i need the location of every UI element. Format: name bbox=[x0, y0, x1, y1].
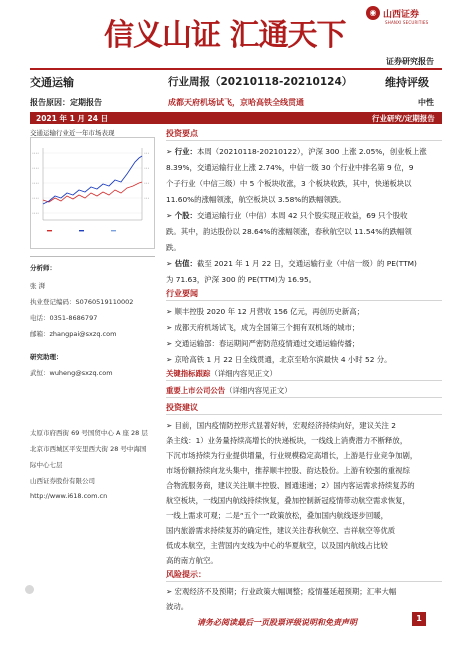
advice-line: 一线上需求可观；二是“五个一”政策放松，叠加国内航线逐步回暖， bbox=[166, 511, 388, 520]
advice-line: 低成本航空，主营国内支线为中心的华夏航空，以及国内航线占比较 bbox=[166, 541, 388, 550]
rating-label: 维持评级 bbox=[385, 76, 429, 89]
address-line: 际中心七层 bbox=[30, 461, 63, 469]
svg-text:••••: •••• bbox=[32, 166, 40, 170]
disclaimer: 请务必阅读最后一页股票评级说明和免责声明 bbox=[197, 618, 357, 627]
line-text: 交通运输行业（中信）本周 42 只个股实现正收益，69 只个股收 bbox=[196, 211, 408, 220]
core-view-line-8 bbox=[166, 258, 417, 269]
section-divider bbox=[166, 397, 442, 398]
key-indicators bbox=[166, 368, 277, 379]
advice-line: 市场份额持续向龙头集中，推荐顺丰控股、韵达股份。上游有较强的重视综 bbox=[166, 466, 410, 475]
chart-title: 交通运输行业近一年市场表现 bbox=[30, 129, 115, 137]
section-divider bbox=[166, 581, 442, 582]
analyst-phone: 电话：0351-8686797 bbox=[30, 314, 98, 322]
section-divider bbox=[166, 380, 442, 381]
company-logo bbox=[366, 6, 419, 20]
page-number: 1 bbox=[412, 612, 426, 626]
chart-svg bbox=[31, 138, 154, 248]
section-heading-advice: 投资建议 bbox=[166, 403, 198, 412]
report-type: 证券研究报告 bbox=[386, 57, 434, 66]
risk-line: 波动。 bbox=[166, 602, 189, 611]
shanxi-logo-icon: ◉ bbox=[366, 6, 380, 20]
section-heading-core-view: 投资要点 bbox=[166, 129, 198, 138]
label-valuation: ➢ 估值： bbox=[166, 259, 197, 268]
report-headline: 成都天府机场试飞，京哈高铁全线贯通 bbox=[168, 98, 304, 107]
indicators-note: （详细内容见正文） bbox=[210, 369, 277, 378]
svg-text:••••: •••• bbox=[32, 181, 40, 185]
address-line: 北京市西城区平安里西大街 28 号中海国 bbox=[30, 445, 147, 453]
advice-line: 航空板块，一线国内航线持续恢复，叠加控制新冠疫情带动航空需求恢复， bbox=[166, 496, 410, 505]
address-line: 太原市府西街 69 号国贸中心 A 座 28 层 bbox=[30, 429, 148, 437]
sidebar-divider bbox=[30, 256, 155, 257]
section-divider bbox=[166, 414, 442, 415]
announcements-note: （详细内容见正文） bbox=[225, 386, 292, 395]
assistant-email[interactable]: 武恒：wuheng@sxzq.com bbox=[30, 369, 113, 377]
logo-text-cn: 山西证券 bbox=[383, 9, 420, 20]
advice-line: 下沉市场持续为行业提供增量，行业规模稳定高增长，上游是行业竞争加剧， bbox=[166, 451, 418, 460]
label-industry: ➢ 行业： bbox=[166, 147, 197, 156]
company-website[interactable]: http://www.i618.com.cn bbox=[30, 492, 108, 500]
section-heading-indicators: 关键指标跟踪 bbox=[166, 369, 211, 378]
core-view-line-1 bbox=[166, 146, 427, 157]
section-heading-news: 行业要闻 bbox=[166, 289, 198, 298]
announcements bbox=[166, 385, 292, 396]
report-reason: 报告原因：定期报告 bbox=[30, 98, 102, 107]
advice-line: 高的南方航空。 bbox=[166, 556, 218, 565]
advice-line: 条主线：1）业务量持续高增长的快递板块，一线线上消费潜力不断释放， bbox=[166, 436, 408, 445]
svg-text:•••: ••• bbox=[144, 151, 150, 155]
section-divider bbox=[166, 140, 442, 141]
advice-line: ➢ 目前，国内疫情防控形式显著好转，宏观经济持续向好，建议关注 2 bbox=[166, 421, 396, 430]
report-date: 2021 年 1 月 24 日 bbox=[36, 114, 109, 123]
analyst-email[interactable]: 邮箱：zhangpai@sxzq.com bbox=[30, 330, 117, 338]
news-item: ➢ 交通运输部：春运期间严密防范疫情通过交通运输传播； bbox=[166, 339, 360, 348]
label-stocks: ➢ 个股： bbox=[166, 211, 197, 220]
brand-slogan: 信义山证 汇通天下 bbox=[104, 18, 346, 53]
core-view-line-3: 个子行业（中信三级）中 5 个板块收涨，3 个板块收跌，其中，快递板块以 bbox=[166, 179, 412, 188]
company-name: 山西证券股份有限公司 bbox=[30, 477, 95, 485]
svg-text:••••: •••• bbox=[32, 211, 40, 215]
news-item: ➢ 京哈高铁 1 月 22 日全线贯通，北京至哈尔滨最快 4 小时 52 分。 bbox=[166, 355, 392, 364]
news-item: ➢ 成都天府机场试飞，成为全国第三个拥有双机场的城市； bbox=[166, 323, 360, 332]
advice-line: 合物流服务商，建议关注顺丰控股、圆通速递；2）国内客运需求持续复苏的 bbox=[166, 481, 415, 490]
core-view-line-6: 跌。其中，韵达股份以 28.64%的涨幅领涨，春秋航空以 11.54%的跌幅领 bbox=[166, 227, 412, 236]
section-heading-risk: 风险提示： bbox=[166, 570, 206, 579]
core-view-line-2: 8.39%，交通运输行业上涨 2.74%，中信一级 30 个行业中排名第 9 位，9 bbox=[166, 163, 414, 172]
section-divider bbox=[166, 300, 442, 301]
analyst-name: 张 湃 bbox=[30, 282, 46, 290]
line-text: 截至 2021 年 1 月 22 日，交通运输行业（中信一级）的 PE(TTM) bbox=[196, 259, 417, 268]
analyst-label: 分析师： bbox=[30, 264, 56, 272]
risk-line: ➢ 宏观经济不及预期；行业政策大幅调整；疫情蔓延超预期；汇率大幅 bbox=[166, 587, 397, 596]
weekly-title: 行业周报（20210118-20210124） bbox=[168, 76, 353, 88]
svg-text:•••: ••• bbox=[144, 166, 150, 170]
header-divider bbox=[30, 68, 442, 70]
rating-value: 中性 bbox=[418, 98, 434, 107]
core-view-line-7: 跌。 bbox=[166, 243, 181, 252]
core-view-line-9: 为 71.63，沪深 300 的 PE(TTM)为 16.95。 bbox=[166, 275, 317, 284]
svg-text:•••: ••• bbox=[144, 181, 150, 185]
footer-circle-icon bbox=[25, 585, 34, 594]
core-view-line-5 bbox=[166, 210, 408, 221]
advice-line: 国内旅游需求持续复苏的确定性，建议关注春秋航空、吉祥航空等优质 bbox=[166, 526, 396, 535]
core-view-line-4: 11.60%的涨幅领涨，航空板块以 3.58%的跌幅领跌。 bbox=[166, 195, 346, 204]
license-number: 执业登记编码：S0760519110002 bbox=[30, 298, 134, 306]
svg-text:••••: •••• bbox=[32, 196, 40, 200]
svg-text:••••: •••• bbox=[32, 151, 40, 155]
sector-name: 交通运输 bbox=[30, 76, 74, 89]
section-heading-announcements: 重要上市公司公告 bbox=[166, 386, 226, 395]
report-category: 行业研究/定期报告 bbox=[372, 114, 435, 123]
news-item: ➢ 顺丰控股 2020 年 12 月营收 156 亿元，再创历史新高； bbox=[166, 307, 364, 316]
line-text: 本周（20210118-20210122），沪深 300 上涨 2.05%，创业板上涨 bbox=[196, 147, 427, 156]
logo-text-en: SHANXI SECURITIES bbox=[385, 20, 429, 25]
market-performance-chart bbox=[30, 137, 155, 249]
svg-text:•••: ••• bbox=[144, 196, 150, 200]
assistant-label: 研究助理： bbox=[30, 353, 63, 361]
